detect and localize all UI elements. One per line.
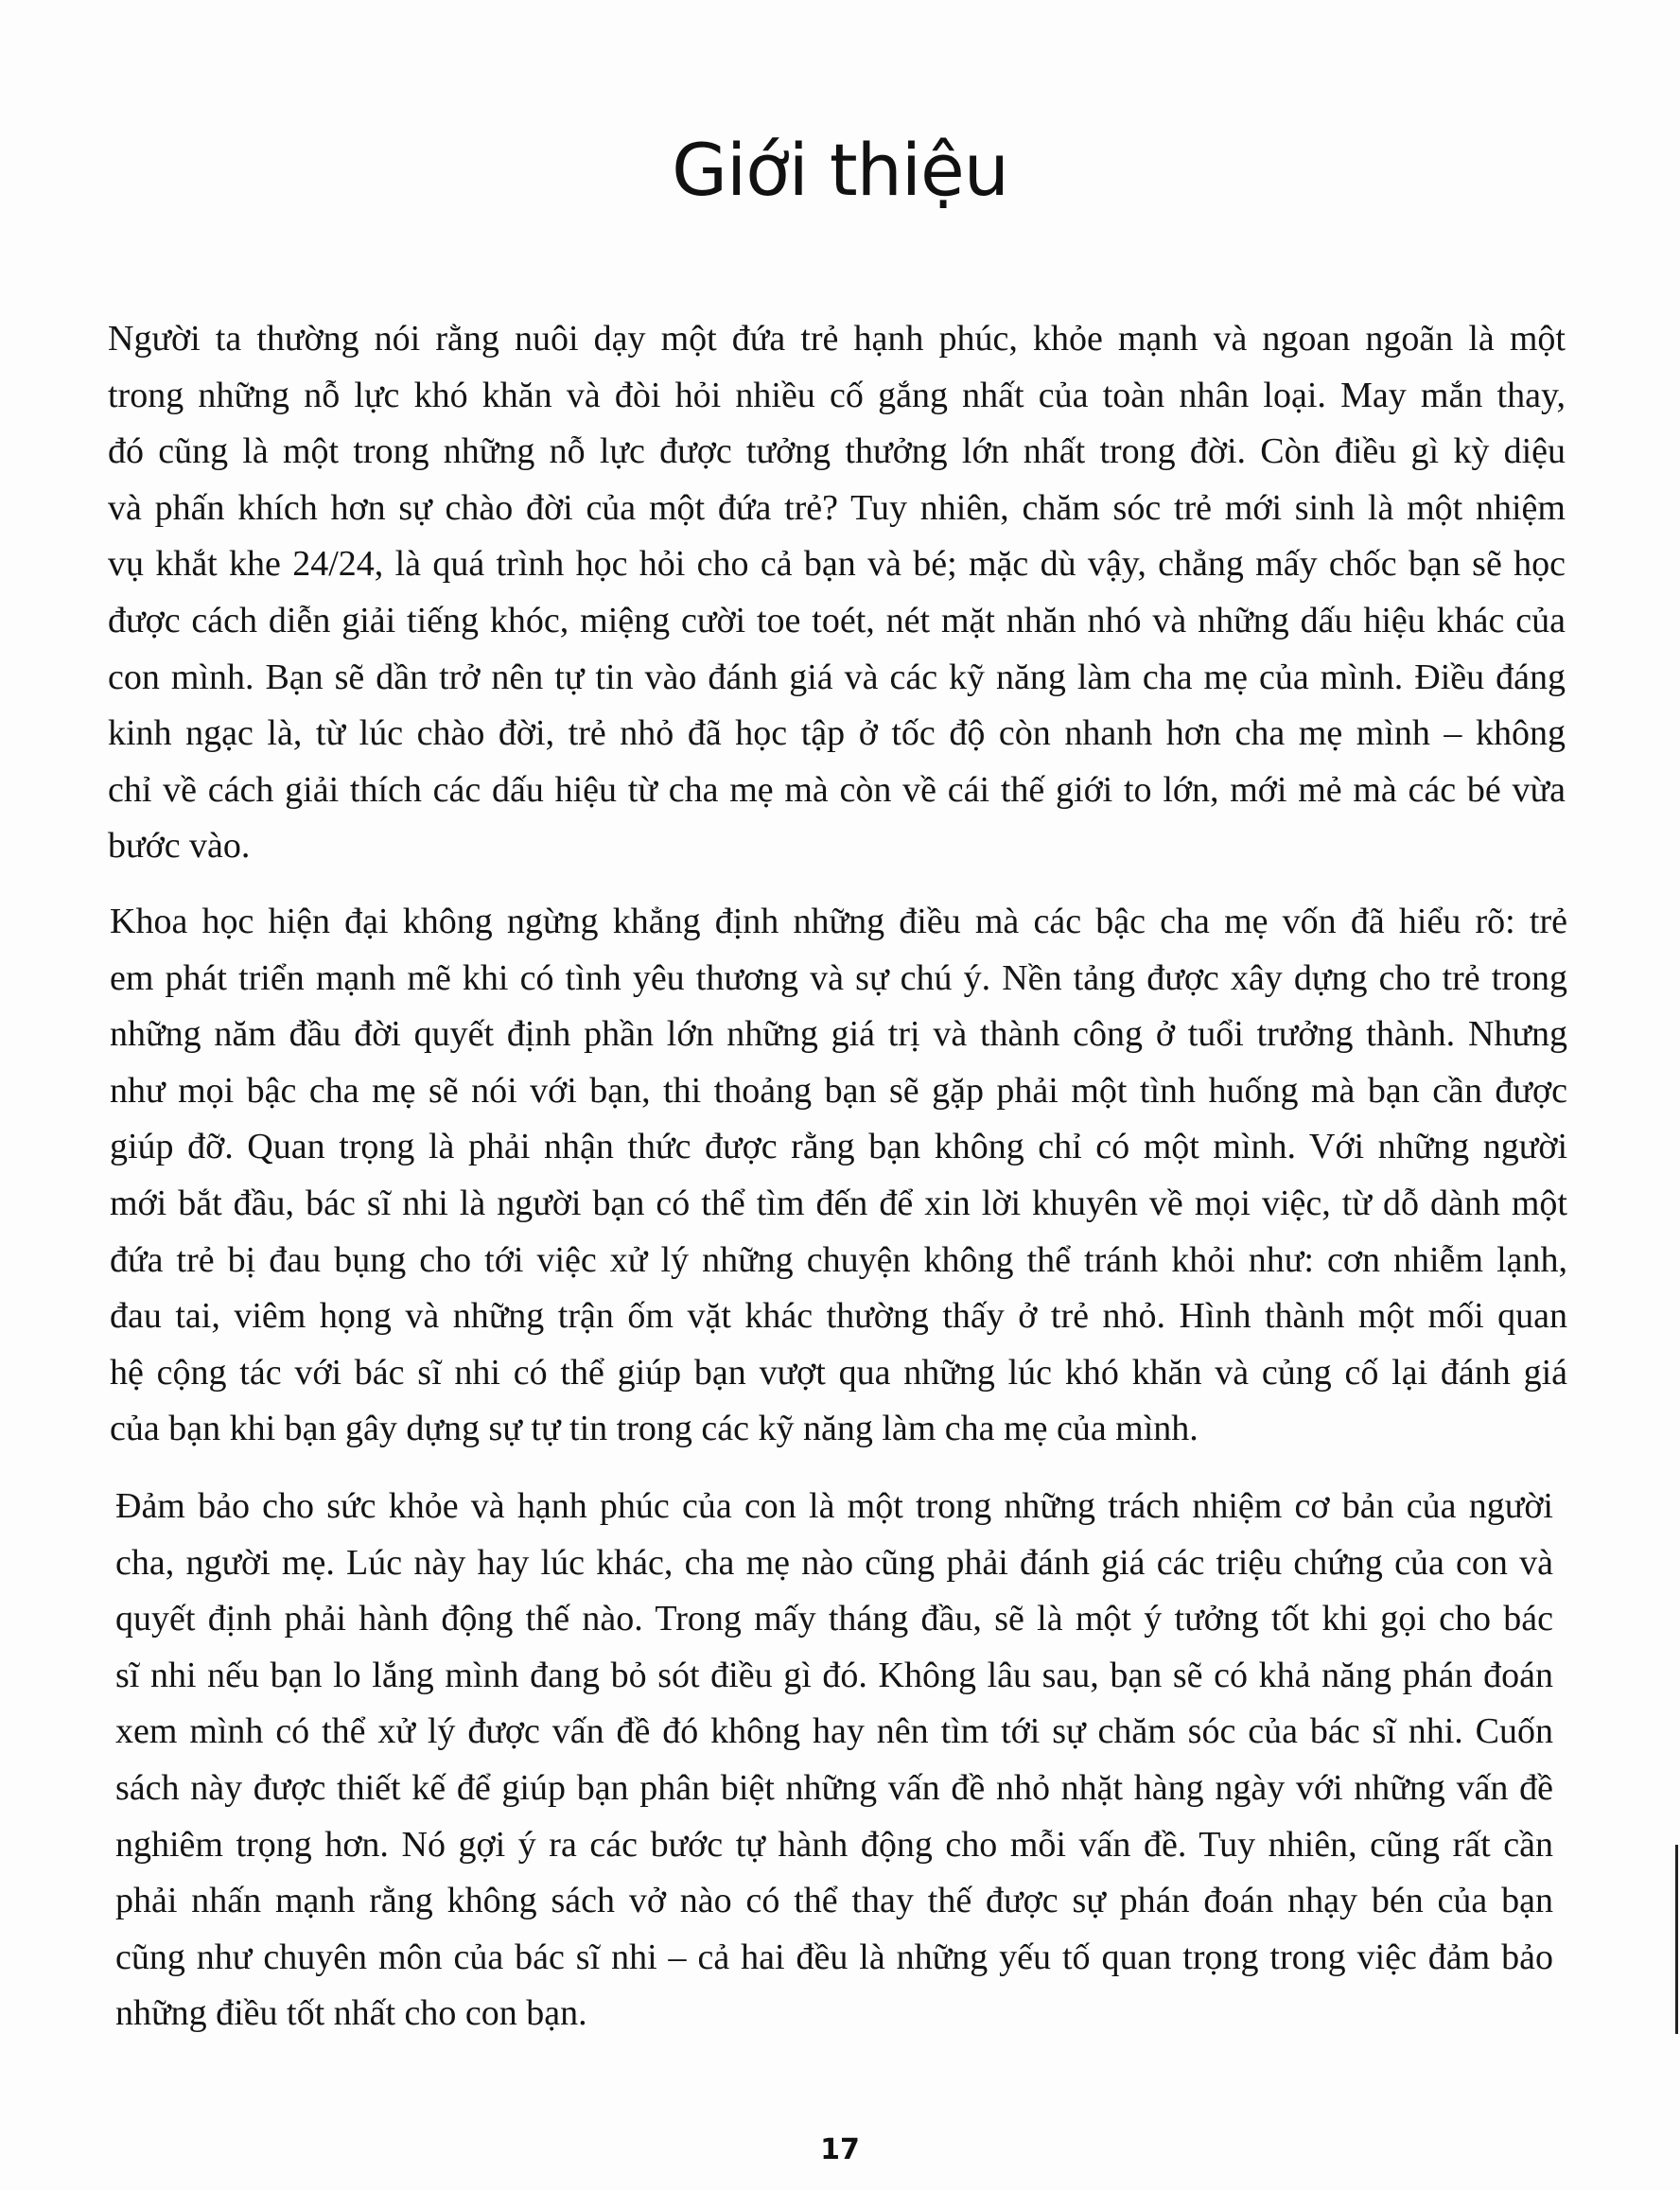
page-title: Giới thiệu: [672, 128, 1008, 212]
text-line: chỉ về cách giải thích các dấu hiệu từ cha mẹ mà còn về cái thế giới to lớn, mới mẻ mà các bé vừa: [108, 769, 1566, 810]
paragraph-2: [110, 894, 1567, 1458]
text-line: em phát triển mạnh mẽ khi có tình yêu thương và sự chú ý. Nền tảng được xây dựng cho trẻ trong: [110, 957, 1567, 998]
text-line: kinh ngạc là, từ lúc chào đời, trẻ nhỏ đã học tập ở tốc độ còn nhanh hơn cha mẹ mình – không: [108, 713, 1566, 754]
text-line: đau tai, viêm họng và những trận ốm vặt khác thường thấy ở trẻ nhỏ. Hình thành một mối quan: [110, 1296, 1567, 1337]
text-line: cũng như chuyên môn của bác sĩ nhi – cả hai đều là những yếu tố quan trọng trong việc đảm bảo: [115, 1937, 1553, 1977]
text-line: được cách diễn giải tiếng khóc, miệng cười toe toét, nét mặt nhăn nhó và những dấu hiệu khác của: [108, 600, 1566, 640]
text-line: hệ cộng tác với bác sĩ nhi có thể giúp bạn vượt qua những lúc khó khăn và củng cố lại đánh giá: [110, 1352, 1567, 1393]
text-line: giúp đỡ. Quan trọng là phải nhận thức được rằng bạn không chỉ có một mình. Với những người: [110, 1127, 1567, 1167]
text-line: quyết định phải hành động thế nào. Trong mấy tháng đầu, sẽ là một ý tưởng tốt khi gọi cho bác: [115, 1599, 1553, 1639]
page-edge-shadow: [1675, 1845, 1678, 2034]
text-line: đó cũng là một trong những nỗ lực được tưởng thưởng lớn nhất trong đời. Còn điều gì kỳ diệu: [108, 431, 1566, 472]
text-line: những năm đầu đời quyết định phần lớn những giá trị và thành công ở tuổi trưởng thành. Nhưng: [110, 1014, 1567, 1055]
text-line: mới bắt đầu, bác sĩ nhi là người bạn có thể tìm đến để xin lời khuyên về mọi việc, từ dỗ dành một: [110, 1183, 1567, 1223]
text-line: nghiêm trọng hơn. Nó gợi ý ra các bước tự hành động cho mỗi vấn đề. Tuy nhiên, cũng rất cần: [115, 1824, 1553, 1865]
text-line: con mình. Bạn sẽ dần trở nên tự tin vào đánh giá và các kỹ năng làm cha mẹ của mình. Điều đáng: [108, 657, 1566, 697]
paragraph-1: [108, 311, 1566, 875]
text-line: và phấn khích hơn sự chào đời của một đứa trẻ? Tuy nhiên, chăm sóc trẻ mới sinh là một nhiệm: [108, 487, 1566, 528]
text-line: bước vào.: [108, 826, 251, 867]
text-line: trong những nỗ lực khó khăn và đòi hỏi nhiều cố gắng nhất của toàn nhân loại. May mắn thay,: [108, 375, 1566, 415]
text-line: sách này được thiết kế để giúp bạn phân biệt những vấn đề nhỏ nhặt hàng ngày với những vấn đề: [115, 1767, 1553, 1808]
text-line: cha, người mẹ. Lúc này hay lúc khác, cha mẹ nào cũng phải đánh giá các triệu chứng của con và: [115, 1542, 1553, 1583]
text-line: Người ta thường nói rằng nuôi dạy một đứa trẻ hạnh phúc, khỏe mạnh và ngoan ngoãn là một: [108, 319, 1566, 359]
text-line: Khoa học hiện đại không ngừng khẳng định những điều mà các bậc cha mẹ vốn đã hiểu rõ: trẻ: [110, 902, 1567, 941]
text-line: của bạn khi bạn gây dựng sự tự tin trong các kỹ năng làm cha mẹ của mình.: [110, 1409, 1199, 1449]
page-number: 17: [820, 2133, 860, 2166]
text-line: xem mình có thể xử lý được vấn đề đó không hay nên tìm tới sự chăm sóc của bác sĩ nhi. Cuốn: [115, 1711, 1553, 1752]
text-line: như mọi bậc cha mẹ sẽ nói với bạn, thi thoảng bạn sẽ gặp phải một tình huống mà bạn cần được: [110, 1070, 1567, 1111]
paragraph-3: [115, 1479, 1553, 2042]
text-line: sĩ nhi nếu bạn lo lắng mình đang bỏ sót điều gì đó. Không lâu sau, bạn sẽ có khả năng phán đoán: [115, 1655, 1553, 1695]
text-line: đứa trẻ bị đau bụng cho tới việc xử lý những chuyện không thể tránh khỏi như: cơn nhiễm lạnh,: [110, 1239, 1567, 1280]
text-line: Đảm bảo cho sức khỏe và hạnh phúc của con là một trong những trách nhiệm cơ bản của người: [115, 1486, 1553, 1526]
text-line: phải nhấn mạnh rằng không sách vở nào có thể thay thế được sự phán đoán nhạy bén của bạn: [115, 1881, 1553, 1921]
text-line: những điều tốt nhất cho con bạn.: [115, 1993, 587, 2034]
text-line: vụ khắt khe 24/24, là quá trình học hỏi cho cả bạn và bé; mặc dù vậy, chẳng mấy chốc bạn sẽ học: [108, 544, 1566, 585]
